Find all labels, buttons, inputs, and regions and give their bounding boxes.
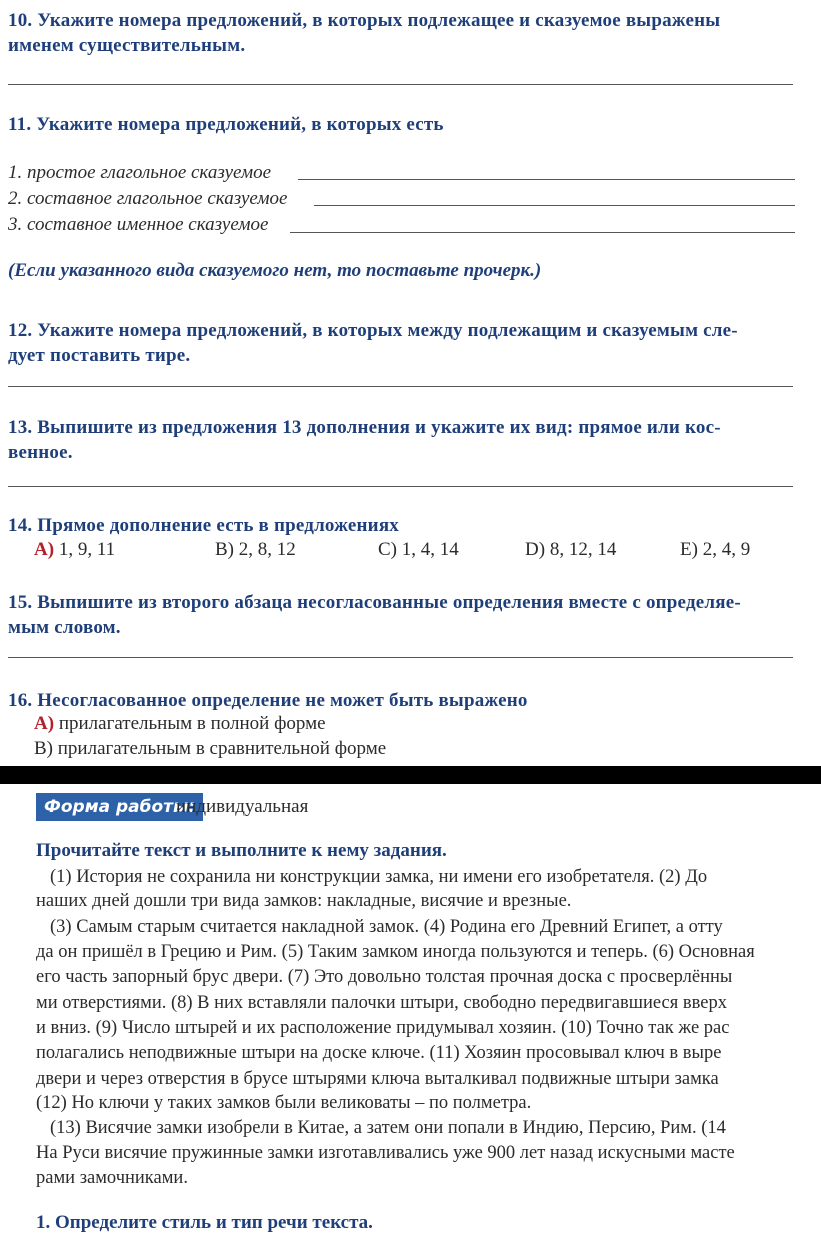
question-12: [8, 318, 813, 368]
question-11: 11. Укажите номера предложений, в которых есть: [8, 114, 444, 135]
question-12-line2: дует поставить тире.: [8, 345, 191, 366]
text-line: (13) Висячие замки изобрели в Китае, а затем они попали в Индию, Персию, Рим. (14: [50, 1118, 726, 1138]
answer-line-11-2[interactable]: [314, 205, 795, 206]
question-15-line1: 15. Выпишите из второго абзаца несогласованные определения вместе с определяе-: [8, 592, 741, 613]
answer-line-11-1[interactable]: [298, 179, 795, 180]
answer-line-12[interactable]: [8, 386, 793, 387]
text-line: полагались неподвижные штыри на доске ключе. (11) Хозяин просовывал ключ в выре: [36, 1043, 722, 1063]
text-line: ми отверстиями. (8) В них вставляли палочки штыри, свободно передвигавшиеся вверх: [36, 993, 727, 1013]
q11-item-3: 3. составное именное сказуемое: [8, 214, 269, 235]
q14-option-e[interactable]: [680, 538, 750, 562]
question-14: 14. Прямое дополнение есть в предложениях: [8, 515, 399, 536]
q11-item-2: 2. составное глагольное сказуемое: [8, 188, 288, 209]
option-value: 2, 8, 12: [238, 539, 296, 560]
option-letter: E): [680, 539, 698, 560]
text-line: На Руси висячие пружинные замки изготавливались уже 900 лет назад искусными масте: [36, 1143, 735, 1163]
option-letter: C): [378, 539, 397, 560]
answer-line-10[interactable]: [8, 84, 793, 85]
page-separator: [0, 766, 821, 784]
text-line: (3) Самым старым считается накладной замок. (4) Родина его Древний Египет, а отту: [50, 917, 723, 937]
question-15: [8, 590, 813, 640]
text-line: наших дней дошли три вида замков: накладные, висячие и врезные.: [36, 891, 572, 911]
text-line: (1) История не сохранила ни конструкции замка, ни имени его изобретателя. (2) До: [50, 867, 708, 887]
text-line: рами замочниками.: [36, 1168, 188, 1188]
question-10-line2: именем существительным.: [8, 35, 246, 56]
question-12-line1: 12. Укажите номера предложений, в которых между подлежащим и сказуемым сле-: [8, 320, 738, 341]
q16-option-b[interactable]: [34, 737, 386, 761]
question-13: [8, 415, 813, 465]
q14-option-c[interactable]: [378, 538, 459, 562]
question-10: [8, 8, 813, 58]
text-line: да он пришёл в Грецию и Рим. (5) Таким замком иногда пользуются и теперь. (6) Основная: [36, 942, 755, 962]
answer-line-15[interactable]: [8, 657, 793, 658]
option-value: прилагательным в сравнительной форме: [57, 738, 387, 759]
option-letter: D): [525, 539, 546, 560]
text-line: (12) Но ключи у таких замков были великоваты – по полметра.: [36, 1093, 532, 1113]
text-line: и вниз. (9) Число штырей и их расположение придумывал хозяин. (10) Точно так же рас: [36, 1018, 730, 1038]
text-line: его часть запорный брус двери. (7) Это довольно толстая прочная доска с просверлённы: [36, 967, 733, 987]
option-letter: B): [215, 539, 234, 560]
work-form-value: индивидуальная: [176, 796, 309, 817]
question-10-line1: 10. Укажите номера предложений, в которых подлежащее и сказуемое выражены: [8, 10, 721, 31]
q11-item-1: 1. простое глагольное сказуемое: [8, 162, 272, 183]
option-letter: A): [34, 539, 55, 560]
q14-option-a[interactable]: [34, 538, 115, 562]
answer-line-11-3[interactable]: [290, 232, 795, 233]
option-value: 2, 4, 9: [702, 539, 751, 560]
text-line: двери и через отверстия в брусе штырями ключа выталкивал подвижные штыри замка: [36, 1069, 719, 1089]
q16-option-a[interactable]: [34, 712, 326, 736]
reading-heading: Прочитайте текст и выполните к нему задания.: [36, 840, 447, 861]
option-value: прилагательным в полной форме: [58, 713, 326, 734]
question-13-line2: венное.: [8, 442, 73, 463]
option-value: 1, 9, 11: [58, 539, 116, 560]
task-1: 1. Определите стиль и тип речи текста.: [36, 1212, 373, 1233]
option-letter: A): [34, 713, 55, 734]
work-form-badge: Форма работы:: [36, 793, 203, 821]
question-13-line1: 13. Выпишите из предложения 13 дополнения и укажите их вид: прямое или кос-: [8, 417, 721, 438]
question-16: 16. Несогласованное определение не может быть выражено: [8, 690, 528, 711]
option-letter: B): [34, 738, 53, 759]
q14-option-d[interactable]: [525, 538, 616, 562]
q14-option-b[interactable]: [215, 538, 296, 562]
answer-line-13[interactable]: [8, 486, 793, 487]
option-value: 1, 4, 14: [401, 539, 459, 560]
question-15-line2: мым словом.: [8, 617, 121, 638]
q11-note: (Если указанного вида сказуемого нет, то поставьте прочерк.): [8, 260, 542, 281]
option-value: 8, 12, 14: [549, 539, 617, 560]
